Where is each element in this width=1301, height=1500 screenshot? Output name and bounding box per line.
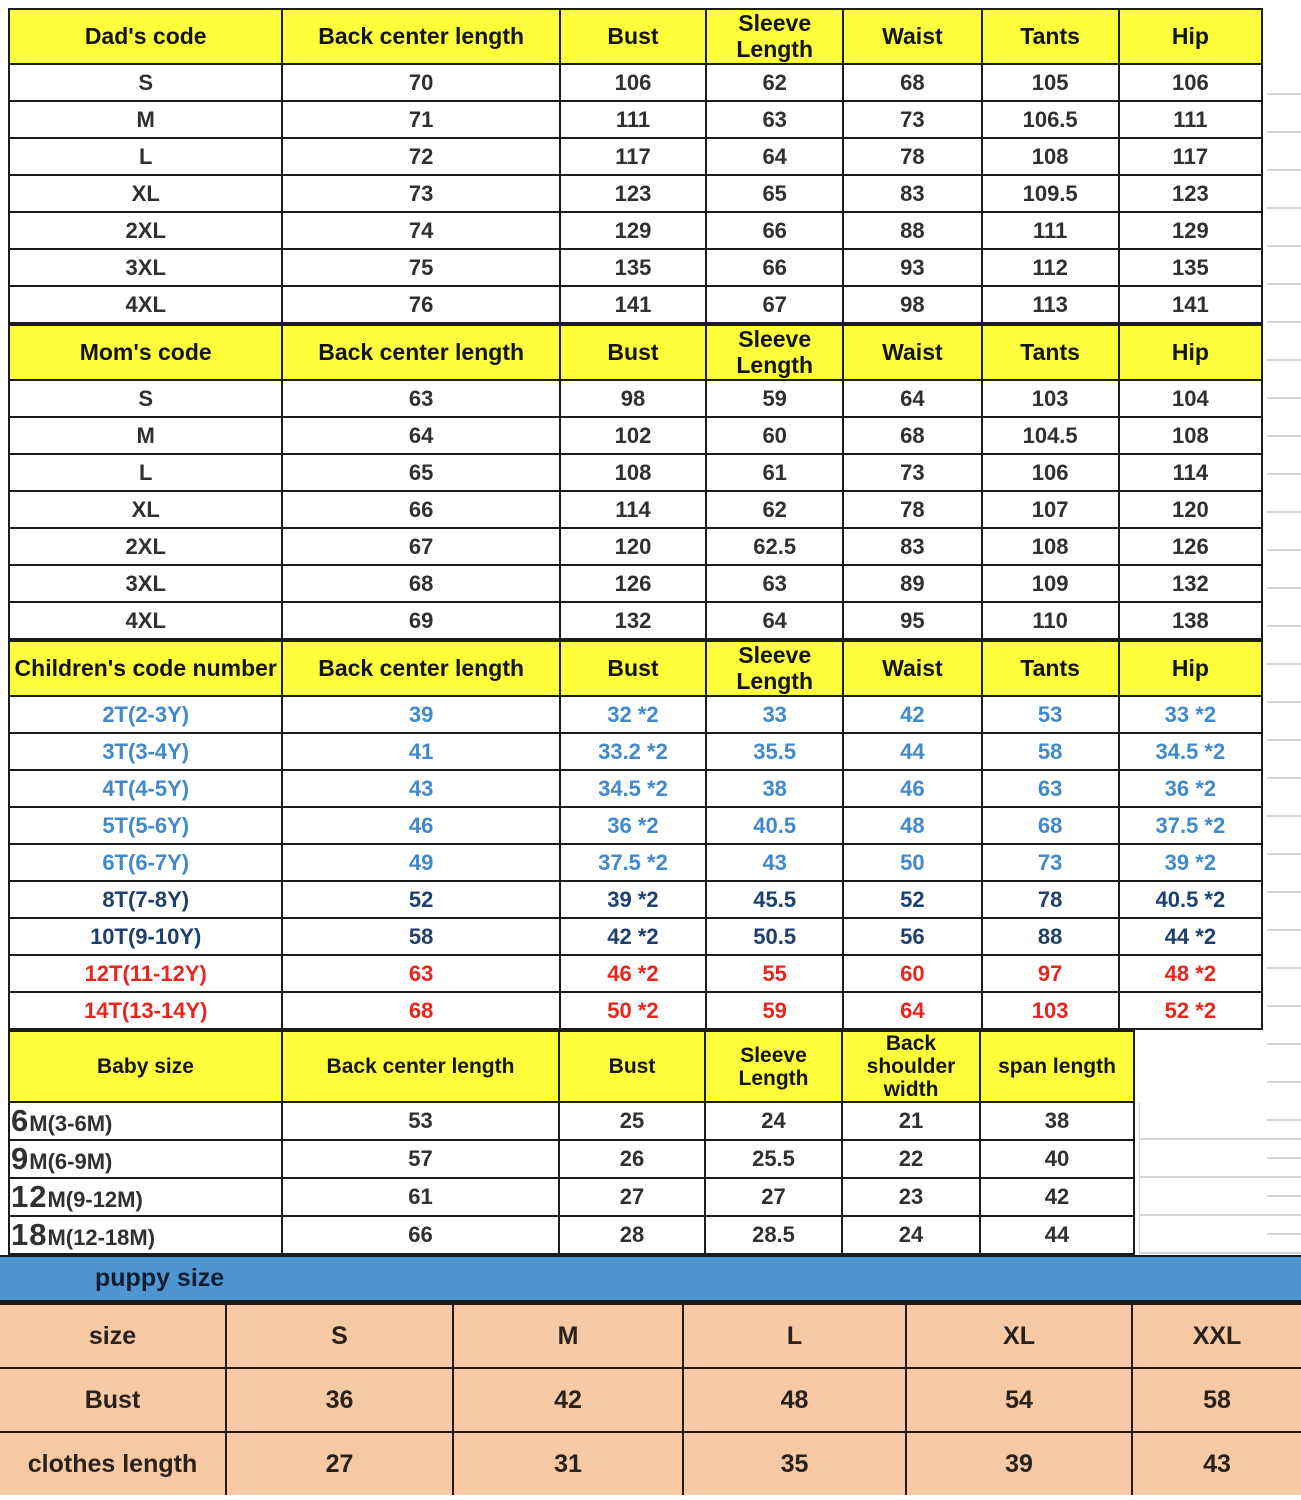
size-code-cell: 3T(3-4Y) (9, 733, 282, 770)
size-code-cell (9, 1102, 282, 1140)
tants-cell: 97 (982, 955, 1119, 992)
waist-cell: 73 (843, 454, 981, 491)
dad-size-row (9, 138, 1262, 175)
mom-size-row (9, 417, 1262, 454)
baby-size-row (9, 1102, 1134, 1140)
size-code-cell: 5T(5-6Y) (9, 807, 282, 844)
size-code-cell: 14T(13-14Y) (9, 992, 282, 1029)
puppy-row-label: clothes length (0, 1432, 226, 1495)
span-length-cell: 38 (980, 1102, 1134, 1140)
column-header-waist: Waist (843, 641, 981, 696)
hip-cell: 114 (1119, 454, 1262, 491)
waist-cell: 89 (843, 565, 981, 602)
tants-cell: 78 (982, 881, 1119, 918)
span-length-cell: 42 (980, 1178, 1134, 1216)
bust-cell: 141 (560, 286, 706, 323)
tants-cell: 111 (982, 212, 1119, 249)
hip-cell: 132 (1119, 565, 1262, 602)
hip-cell: 126 (1119, 528, 1262, 565)
hip-cell: 117 (1119, 138, 1262, 175)
tants-cell: 104.5 (982, 417, 1119, 454)
size-code-range: M(6-9M) (29, 1149, 113, 1175)
back-shoulder-width-cell: 21 (842, 1102, 980, 1140)
sleeve-length-cell: 25.5 (705, 1140, 842, 1178)
waist-cell: 48 (843, 807, 981, 844)
back-center-length-cell: 68 (282, 992, 559, 1029)
bust-cell: 126 (560, 565, 706, 602)
bust-cell: 26 (559, 1140, 705, 1178)
hip-cell: 123 (1119, 175, 1262, 212)
back-center-length-cell: 61 (282, 1178, 559, 1216)
bust-cell: 39 *2 (560, 881, 706, 918)
bust-cell: 27 (559, 1178, 705, 1216)
size-code-cell: L (9, 454, 282, 491)
tants-cell: 113 (982, 286, 1119, 323)
column-header-back-center-length: Back center length (282, 1031, 559, 1102)
tants-cell: 53 (982, 696, 1119, 733)
dad-size-row (9, 249, 1262, 286)
tants-cell: 105 (982, 64, 1119, 101)
children-size-row (9, 918, 1262, 955)
dad-size-row (9, 64, 1262, 101)
size-code-cell: 2XL (9, 212, 282, 249)
span-length-cell: 40 (980, 1140, 1134, 1178)
mom-size-table (8, 324, 1263, 640)
column-header-tants: Tants (982, 325, 1119, 380)
size-code-cell: 4T(4-5Y) (9, 770, 282, 807)
puppy-size-l-cell: 35 (683, 1432, 906, 1495)
column-header-back-center-length: Back center length (282, 641, 559, 696)
dad-size-row (9, 212, 1262, 249)
waist-cell: 64 (843, 992, 981, 1029)
children-size-row (9, 881, 1262, 918)
tants-cell: 103 (982, 380, 1119, 417)
size-code-cell: 6T(6-7Y) (9, 844, 282, 881)
puppy-size-s-cell: 36 (226, 1368, 453, 1432)
size-code-cell: XL (9, 175, 282, 212)
column-header-back-center-length: Back center length (282, 9, 559, 64)
waist-cell: 50 (843, 844, 981, 881)
back-center-length-cell: 74 (282, 212, 559, 249)
waist-cell: 46 (843, 770, 981, 807)
back-center-length-cell: 76 (282, 286, 559, 323)
waist-cell: 44 (843, 733, 981, 770)
hip-cell: 138 (1119, 602, 1262, 639)
size-code-cell: XL (9, 491, 282, 528)
hip-cell: 44 *2 (1119, 918, 1262, 955)
children-table-title: Children's code number (9, 641, 282, 696)
sleeve-length-cell: 66 (706, 212, 843, 249)
sleeve-length-cell: 33 (706, 696, 843, 733)
size-code-number: 18 (11, 1217, 48, 1253)
sleeve-length-cell: 59 (706, 992, 843, 1029)
bust-cell: 98 (560, 380, 706, 417)
children-size-row (9, 807, 1262, 844)
size-code-cell (9, 1216, 282, 1254)
waist-cell: 64 (843, 380, 981, 417)
children-size-row (9, 955, 1262, 992)
tants-cell: 109.5 (982, 175, 1119, 212)
sleeve-length-cell: 65 (706, 175, 843, 212)
waist-cell: 42 (843, 696, 981, 733)
puppy-size-l-cell: L (683, 1304, 906, 1368)
puppy-size-row (0, 1432, 1301, 1495)
puppy-size-title: puppy size (95, 1264, 225, 1293)
mom-size-row (9, 380, 1262, 417)
column-header-bust: Bust (560, 641, 706, 696)
sleeve-length-cell: 24 (705, 1102, 842, 1140)
puppy-size-header-bar (0, 1255, 1301, 1303)
tants-cell: 109 (982, 565, 1119, 602)
back-center-length-cell: 75 (282, 249, 559, 286)
waist-cell: 93 (843, 249, 981, 286)
size-code-cell: 3XL (9, 249, 282, 286)
size-code-cell: 12T(11-12Y) (9, 955, 282, 992)
puppy-size-table (0, 1303, 1301, 1495)
tants-cell: 63 (982, 770, 1119, 807)
size-code-cell: 2XL (9, 528, 282, 565)
baby-size-row (9, 1178, 1134, 1216)
back-center-length-cell: 52 (282, 881, 559, 918)
mom-size-row (9, 454, 1262, 491)
sleeve-length-cell: 63 (706, 565, 843, 602)
puppy-size-l-cell: 48 (683, 1368, 906, 1432)
hip-cell: 39 *2 (1119, 844, 1262, 881)
puppy-size-row (0, 1304, 1301, 1368)
back-center-length-cell: 53 (282, 1102, 559, 1140)
back-center-length-cell: 66 (282, 1216, 559, 1254)
sleeve-length-cell: 59 (706, 380, 843, 417)
tants-cell: 107 (982, 491, 1119, 528)
sleeve-length-cell: 43 (706, 844, 843, 881)
dad-size-row (9, 175, 1262, 212)
column-header-hip: Hip (1119, 325, 1262, 380)
hip-cell: 48 *2 (1119, 955, 1262, 992)
sleeve-length-cell: 60 (706, 417, 843, 454)
size-code-cell (9, 1140, 282, 1178)
mom-size-row (9, 565, 1262, 602)
waist-cell: 68 (843, 417, 981, 454)
back-center-length-cell: 69 (282, 602, 559, 639)
back-center-length-cell: 72 (282, 138, 559, 175)
tants-cell: 88 (982, 918, 1119, 955)
dad-size-row (9, 286, 1262, 323)
mom-header-row (9, 325, 1262, 380)
sleeve-length-cell: 67 (706, 286, 843, 323)
hip-cell: 104 (1119, 380, 1262, 417)
puppy-size-s-cell: S (226, 1304, 453, 1368)
hip-cell: 108 (1119, 417, 1262, 454)
size-code-range: M(3-6M) (29, 1111, 113, 1137)
bust-cell: 37.5 *2 (560, 844, 706, 881)
dad-size-row (9, 101, 1262, 138)
waist-cell: 56 (843, 918, 981, 955)
size-code-cell: 8T(7-8Y) (9, 881, 282, 918)
sleeve-length-cell: 64 (706, 602, 843, 639)
back-center-length-cell: 39 (282, 696, 559, 733)
column-header-sleeve-length: Sleeve Length (705, 1031, 842, 1102)
bust-cell: 46 *2 (560, 955, 706, 992)
waist-cell: 98 (843, 286, 981, 323)
size-code-cell: 10T(9-10Y) (9, 918, 282, 955)
mom-table-title: Mom's code (9, 325, 282, 380)
sleeve-length-cell: 40.5 (706, 807, 843, 844)
sleeve-length-cell: 66 (706, 249, 843, 286)
waist-cell: 73 (843, 101, 981, 138)
column-header-span-length: span length (980, 1031, 1134, 1102)
bust-cell: 25 (559, 1102, 705, 1140)
back-center-length-cell: 73 (282, 175, 559, 212)
sleeve-length-cell: 62 (706, 64, 843, 101)
mom-size-row (9, 528, 1262, 565)
size-code-cell: M (9, 101, 282, 138)
size-code-cell: S (9, 380, 282, 417)
bust-cell: 50 *2 (560, 992, 706, 1029)
column-header-bust: Bust (560, 325, 706, 380)
children-size-row (9, 992, 1262, 1029)
bust-cell: 32 *2 (560, 696, 706, 733)
puppy-row-label: size (0, 1304, 226, 1368)
hip-cell: 135 (1119, 249, 1262, 286)
puppy-size-xxl-cell: XXL (1132, 1304, 1301, 1368)
bust-cell: 135 (560, 249, 706, 286)
puppy-size-s-cell: 27 (226, 1432, 453, 1495)
mom-size-row (9, 491, 1262, 528)
bust-cell: 111 (560, 101, 706, 138)
sleeve-length-cell: 62 (706, 491, 843, 528)
size-code-range: M(9-12M) (47, 1187, 143, 1213)
children-size-row (9, 770, 1262, 807)
column-header-waist: Waist (843, 325, 981, 380)
bust-cell: 106 (560, 64, 706, 101)
puppy-size-xl-cell: 54 (906, 1368, 1132, 1432)
mom-size-row (9, 602, 1262, 639)
puppy-size-m-cell: 42 (453, 1368, 683, 1432)
back-shoulder-width-cell: 23 (842, 1178, 980, 1216)
baby-table-title: Baby size (9, 1031, 282, 1102)
children-size-row (9, 844, 1262, 881)
back-center-length-cell: 70 (282, 64, 559, 101)
back-center-length-cell: 71 (282, 101, 559, 138)
tants-cell: 108 (982, 528, 1119, 565)
size-code-range: M(12-18M) (47, 1225, 156, 1251)
baby-size-table (8, 1030, 1135, 1255)
back-shoulder-width-cell: 24 (842, 1216, 980, 1254)
dad-header-row (9, 9, 1262, 64)
hip-cell: 106 (1119, 64, 1262, 101)
tants-cell: 58 (982, 733, 1119, 770)
back-center-length-cell: 64 (282, 417, 559, 454)
sleeve-length-cell: 63 (706, 101, 843, 138)
puppy-size-xl-cell: 39 (906, 1432, 1132, 1495)
tants-cell: 103 (982, 992, 1119, 1029)
waist-cell: 78 (843, 138, 981, 175)
size-code-cell: 4XL (9, 602, 282, 639)
waist-cell: 60 (843, 955, 981, 992)
back-center-length-cell: 58 (282, 918, 559, 955)
size-code-cell: S (9, 64, 282, 101)
tants-cell: 112 (982, 249, 1119, 286)
column-header-sleeve-length: Sleeve Length (706, 9, 843, 64)
baby-size-row (9, 1216, 1134, 1254)
size-code-cell: 3XL (9, 565, 282, 602)
size-code-number: 12 (11, 1179, 48, 1215)
back-shoulder-width-cell: 22 (842, 1140, 980, 1178)
puppy-size-m-cell: 31 (453, 1432, 683, 1495)
puppy-size-m-cell: M (453, 1304, 683, 1368)
column-header-hip: Hip (1119, 9, 1262, 64)
sleeve-length-cell: 64 (706, 138, 843, 175)
sleeve-length-cell: 28.5 (705, 1216, 842, 1254)
bust-cell: 36 *2 (560, 807, 706, 844)
back-center-length-cell: 41 (282, 733, 559, 770)
size-code-cell (9, 1178, 282, 1216)
sleeve-length-cell: 35.5 (706, 733, 843, 770)
tants-cell: 108 (982, 138, 1119, 175)
column-header-waist: Waist (843, 9, 981, 64)
baby-header-row (9, 1031, 1134, 1102)
puppy-size-xl-cell: XL (906, 1304, 1132, 1368)
span-length-cell: 44 (980, 1216, 1134, 1254)
size-code-cell: 4XL (9, 286, 282, 323)
size-code-cell: L (9, 138, 282, 175)
bust-cell: 33.2 *2 (560, 733, 706, 770)
hip-cell: 33 *2 (1119, 696, 1262, 733)
waist-cell: 88 (843, 212, 981, 249)
column-header-sleeve-length: Sleeve Length (706, 641, 843, 696)
bust-cell: 117 (560, 138, 706, 175)
back-center-length-cell: 63 (282, 380, 559, 417)
bust-cell: 132 (560, 602, 706, 639)
back-center-length-cell: 63 (282, 955, 559, 992)
waist-cell: 95 (843, 602, 981, 639)
children-size-row (9, 696, 1262, 733)
bust-cell: 120 (560, 528, 706, 565)
column-header-bust: Bust (559, 1031, 705, 1102)
hip-cell: 36 *2 (1119, 770, 1262, 807)
hip-cell: 111 (1119, 101, 1262, 138)
puppy-size-xxl-cell: 43 (1132, 1432, 1301, 1495)
bust-cell: 114 (560, 491, 706, 528)
hip-cell: 141 (1119, 286, 1262, 323)
size-code-cell: M (9, 417, 282, 454)
column-header-bust: Bust (560, 9, 706, 64)
bust-cell: 34.5 *2 (560, 770, 706, 807)
column-header-back-shoulder-width: Back shoulder width (842, 1031, 980, 1102)
size-code-cell: 2T(2-3Y) (9, 696, 282, 733)
sleeve-length-cell: 55 (706, 955, 843, 992)
hip-cell: 120 (1119, 491, 1262, 528)
back-center-length-cell: 43 (282, 770, 559, 807)
bust-cell: 28 (559, 1216, 705, 1254)
column-header-tants: Tants (982, 641, 1119, 696)
size-code-number: 6 (11, 1103, 30, 1139)
tants-cell: 106.5 (982, 101, 1119, 138)
children-size-row (9, 733, 1262, 770)
back-center-length-cell: 67 (282, 528, 559, 565)
bust-cell: 129 (560, 212, 706, 249)
children-header-row (9, 641, 1262, 696)
sleeve-length-cell: 27 (705, 1178, 842, 1216)
waist-cell: 78 (843, 491, 981, 528)
waist-cell: 52 (843, 881, 981, 918)
sleeve-length-cell: 45.5 (706, 881, 843, 918)
sleeve-length-cell: 61 (706, 454, 843, 491)
sleeve-length-cell: 50.5 (706, 918, 843, 955)
hip-cell: 52 *2 (1119, 992, 1262, 1029)
size-code-number: 9 (11, 1141, 30, 1177)
dad-size-table (8, 8, 1263, 324)
waist-cell: 83 (843, 175, 981, 212)
tants-cell: 106 (982, 454, 1119, 491)
bust-cell: 42 *2 (560, 918, 706, 955)
back-center-length-cell: 66 (282, 491, 559, 528)
waist-cell: 83 (843, 528, 981, 565)
hip-cell: 40.5 *2 (1119, 881, 1262, 918)
sleeve-length-cell: 38 (706, 770, 843, 807)
dad-table-title: Dad's code (9, 9, 282, 64)
sleeve-length-cell: 62.5 (706, 528, 843, 565)
back-center-length-cell: 68 (282, 565, 559, 602)
back-center-length-cell: 46 (282, 807, 559, 844)
baby-size-row (9, 1140, 1134, 1178)
hip-cell: 34.5 *2 (1119, 733, 1262, 770)
back-center-length-cell: 57 (282, 1140, 559, 1178)
bust-cell: 108 (560, 454, 706, 491)
tants-cell: 110 (982, 602, 1119, 639)
puppy-size-row (0, 1368, 1301, 1432)
puppy-size-xxl-cell: 58 (1132, 1368, 1301, 1432)
column-header-sleeve-length: Sleeve Length (706, 325, 843, 380)
hip-cell: 37.5 *2 (1119, 807, 1262, 844)
tants-cell: 73 (982, 844, 1119, 881)
column-header-back-center-length: Back center length (282, 325, 559, 380)
puppy-row-label: Bust (0, 1368, 226, 1432)
back-center-length-cell: 65 (282, 454, 559, 491)
waist-cell: 68 (843, 64, 981, 101)
bust-cell: 123 (560, 175, 706, 212)
children-size-table (8, 640, 1263, 1030)
back-center-length-cell: 49 (282, 844, 559, 881)
column-header-tants: Tants (982, 9, 1119, 64)
column-header-hip: Hip (1119, 641, 1262, 696)
hip-cell: 129 (1119, 212, 1262, 249)
bust-cell: 102 (560, 417, 706, 454)
tants-cell: 68 (982, 807, 1119, 844)
